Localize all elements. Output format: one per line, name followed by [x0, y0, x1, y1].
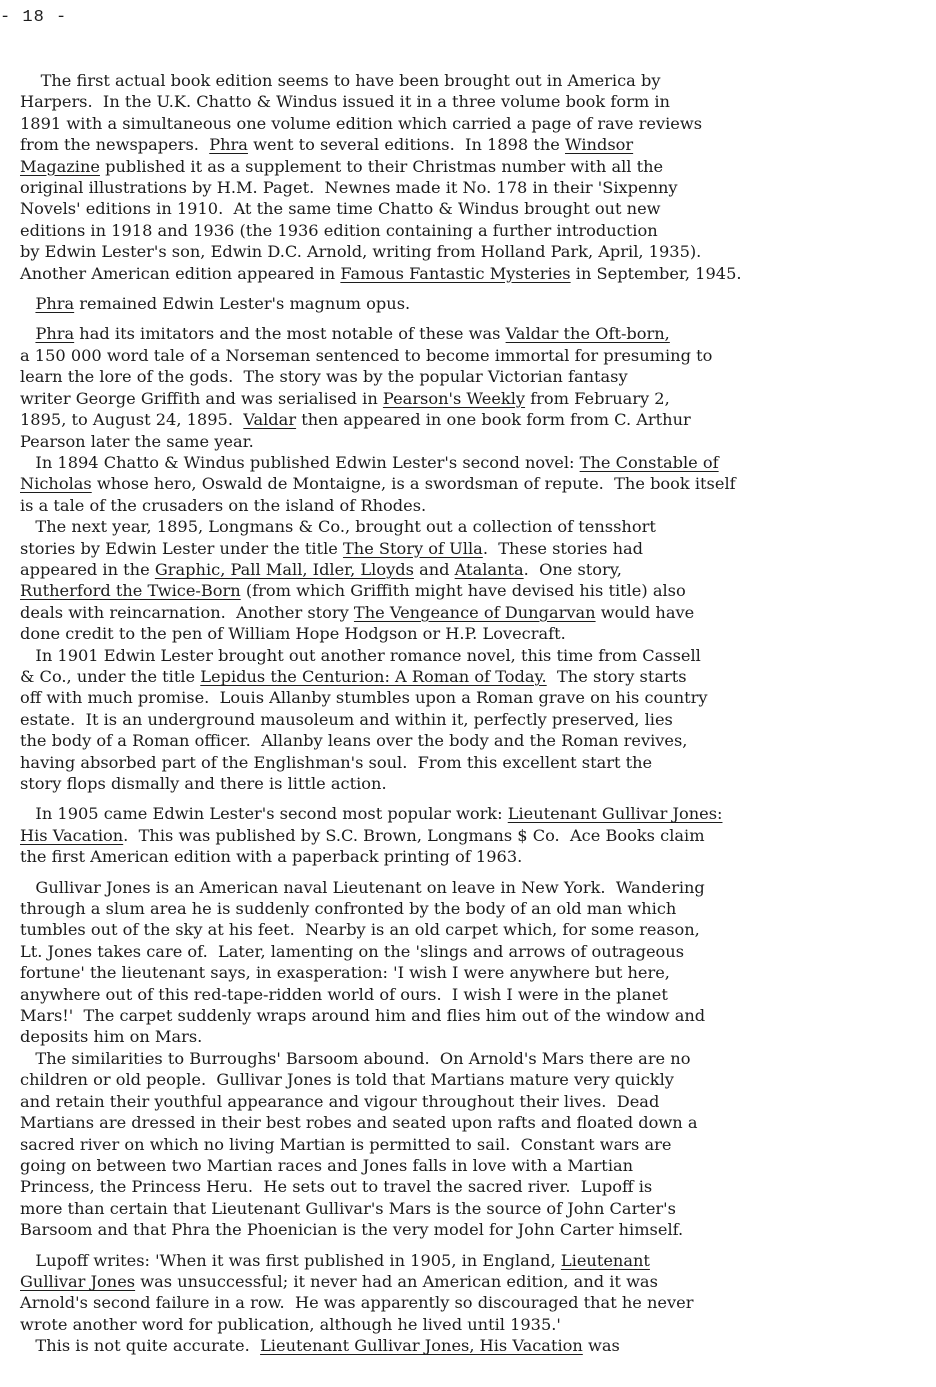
text-segment: The first actual book edition seems to have been brought out in America by	[20, 71, 661, 90]
text-line	[20, 388, 925, 409]
paragraph	[20, 1335, 925, 1356]
text-line	[20, 898, 925, 919]
paragraph	[20, 293, 925, 314]
underlined-title: Atalanta	[454, 559, 524, 579]
text-line	[20, 825, 925, 846]
text-segment: and	[413, 559, 455, 579]
underlined-title: Rutherford the Twice-Born	[20, 581, 241, 601]
text-line	[20, 1250, 925, 1271]
text-segment: Harpers. In the U.K. Chatto & Windus issued it in a three volume book form in	[20, 92, 670, 112]
text-segment: appeared in the	[20, 559, 155, 579]
text-segment: and retain their youthful appearance and vigour throughout their lives. Dead	[20, 1091, 660, 1111]
text-line	[20, 846, 925, 867]
text-line	[20, 580, 925, 601]
text-segment: more than certain that Lieutenant Gullivar's Mars is the source of John Carter's	[20, 1198, 676, 1218]
text-segment: in September, 1945.	[570, 263, 742, 283]
text-segment: learn the lore of the gods. The story was by the popular Victorian fantasy	[20, 367, 628, 387]
text-segment: tumbles out of the sky at his feet. Nearby is an old carpet which, for some reason,	[20, 920, 700, 940]
text-segment: original illustrations by H.M. Paget. Newnes made it No. 178 in their 'Sixpenny	[20, 178, 678, 198]
text-line	[20, 293, 925, 314]
text-segment: . One story,	[523, 559, 622, 579]
paragraph	[20, 877, 925, 1048]
text-segment: had its imitators and the most notable of these was	[74, 324, 506, 344]
text-line	[20, 198, 925, 219]
text-line	[20, 1198, 925, 1219]
text-segment: Lupoff writes: 'When it was first published in 1905, in England,	[20, 1250, 561, 1270]
text-segment: sacred river on which no living Martian is permitted to sail. Constant wars are	[20, 1134, 672, 1154]
underlined-title: Valdar	[243, 410, 297, 430]
underlined-title: Valdar the Oft-born,	[505, 324, 670, 344]
text-segment: The similarities to Burroughs' Barsoom abound. On Arnold's Mars there are no	[20, 1048, 691, 1068]
underlined-title: The Story of Ulla	[342, 538, 483, 558]
text-line	[20, 1314, 925, 1335]
text-line	[20, 113, 925, 134]
text-line	[20, 623, 925, 644]
underlined-title: Famous Fantastic Mysteries	[340, 263, 571, 283]
text-line	[20, 91, 925, 112]
text-line	[20, 1069, 925, 1090]
text-line	[20, 134, 925, 155]
text-segment: & Co., under the title	[20, 666, 201, 686]
text-line	[20, 431, 925, 452]
text-segment: anywhere out of this red-tape-ridden world of ours. I wish I were in the planet	[20, 984, 668, 1004]
text-segment: then appeared in one book form from C. Arthur	[296, 410, 691, 430]
underlined-title: Gullivar Jones	[20, 1271, 136, 1291]
paragraph	[20, 803, 925, 867]
text-segment: going on between two Martian races and Jones falls in love with a Martian	[20, 1155, 634, 1175]
underlined-title: Lieutenant	[560, 1250, 650, 1270]
text-line	[20, 323, 925, 344]
underlined-title: The Vengeance of Dungarvan	[353, 602, 596, 622]
text-segment: In 1894 Chatto & Windus published Edwin Lester's second novel:	[20, 452, 580, 472]
text-segment: children or old people. Gullivar Jones is told that Martians mature very quickly	[20, 1070, 674, 1090]
underlined-title: Phra	[35, 294, 75, 314]
text-line	[20, 1026, 925, 1047]
text-segment: having absorbed part of the Englishman's soul. From this excellent start the	[20, 752, 653, 772]
text-line	[20, 962, 925, 983]
text-segment: was	[582, 1336, 620, 1356]
text-line	[20, 645, 925, 666]
text-line	[20, 1134, 925, 1155]
paragraph	[20, 516, 925, 644]
text-segment: The next year, 1895, Longmans & Co., brought out a collection of tensshort	[20, 517, 656, 537]
text-segment: editions in 1918 and 1936 (the 1936 edition containing a further introduction	[20, 220, 658, 240]
text-line	[20, 409, 925, 430]
text-segment: Mars!' The carpet suddenly wraps around him and flies him out of the window and	[20, 1006, 706, 1026]
text-segment: estate. It is an underground mausoleum and within it, perfectly preserved, lies	[20, 709, 673, 729]
text-segment: off with much promise. Louis Allanby stumbles upon a Roman grave on his country	[20, 688, 708, 708]
underlined-title: Phra	[209, 135, 248, 155]
text-segment: wrote another word for publication, although he lived until 1935.'	[20, 1314, 561, 1334]
underlined-title: Pearson's Weekly	[382, 388, 526, 408]
text-line	[20, 919, 925, 940]
underlined-title: Magazine	[20, 156, 100, 176]
text-line	[20, 516, 925, 537]
text-segment: through a slum area he is suddenly confronted by the body of an old man which	[20, 899, 677, 919]
text-line	[20, 752, 925, 773]
text-line	[20, 495, 925, 516]
text-line	[20, 984, 925, 1005]
text-line	[20, 1292, 925, 1313]
text-segment: In 1901 Edwin Lester brought out another romance novel, this time from Cassell	[20, 645, 701, 665]
text-segment	[20, 324, 35, 343]
text-line	[20, 687, 925, 708]
text-segment: Barsoom and that Phra the Phoenician is the very model for John Carter himself.	[20, 1220, 684, 1240]
text-segment: writer George Griffith and was serialised in	[20, 388, 383, 408]
text-line	[20, 1271, 925, 1292]
text-line	[20, 263, 925, 284]
paragraph	[20, 70, 925, 284]
text-line	[20, 1005, 925, 1026]
text-line	[20, 730, 925, 751]
text-line	[20, 177, 925, 198]
text-line	[20, 709, 925, 730]
underlined-title: Phra	[35, 324, 75, 344]
paragraph	[20, 1048, 925, 1241]
underlined-title: Lieutenant Gullivar Jones, His Vacation	[260, 1336, 583, 1356]
paragraph	[20, 323, 925, 451]
text-segment: from February 2,	[525, 388, 670, 408]
text-line	[20, 1112, 925, 1133]
text-segment: deals with reincarnation. Another story	[20, 602, 354, 622]
text-line	[20, 803, 925, 824]
underlined-title: Graphic, Pall Mall, Idler, Lloyds	[154, 559, 414, 579]
text-segment: Arnold's second failure in a row. He was apparently so discouraged that he never	[20, 1293, 694, 1313]
text-line	[20, 559, 925, 580]
text-line	[20, 345, 925, 366]
text-segment: 1891 with a simultaneous one volume edition which carried a page of rave reviews	[20, 113, 703, 133]
text-segment: The story starts	[546, 666, 687, 686]
text-line	[20, 666, 925, 687]
text-segment: whose hero, Oswald de Montaigne, is a swordsman of repute. The book itself	[91, 474, 736, 494]
text-segment: . These stories had	[482, 538, 644, 558]
text-line	[20, 156, 925, 177]
text-line	[20, 602, 925, 623]
page-number: - 18 -	[0, 8, 68, 27]
text-line	[20, 1176, 925, 1197]
text-line	[20, 941, 925, 962]
text-segment: 1895, to August 24, 1895.	[20, 410, 244, 430]
text-segment: the body of a Roman officer. Allanby leans over the body and the Roman revives,	[20, 731, 688, 751]
text-segment: is a tale of the crusaders on the island of Rhodes.	[20, 495, 427, 515]
text-segment: story flops dismally and there is little action.	[20, 774, 387, 793]
text-segment: Lt. Jones takes care of. Later, lamenting on the 'slings and arrows of outrageous	[20, 941, 685, 961]
underlined-title: Lepidus the Centurion: A Roman of Today.	[200, 666, 547, 686]
text-segment: by Edwin Lester's son, Edwin D.C. Arnold, writing from Holland Park, April, 1935).	[20, 242, 702, 262]
underlined-title: His Vacation	[20, 825, 124, 845]
underlined-title: Windsor	[565, 135, 634, 155]
text-segment: (from which Griffith might have devised his title) also	[240, 581, 686, 601]
text-line	[20, 1048, 925, 1069]
text-segment: Pearson later the same year.	[20, 431, 254, 451]
text-segment: the first American edition with a paperback printing of 1963.	[20, 847, 523, 867]
text-segment: . This was published by S.C. Brown, Longmans $ Co. Ace Books claim	[123, 825, 705, 845]
text-segment: Novels' editions in 1910. At the same time Chatto & Windus brought out new	[20, 199, 661, 219]
text-line	[20, 1155, 925, 1176]
text-segment: went to several editions. In 1898 the	[247, 135, 566, 155]
text-line	[20, 538, 925, 559]
text-segment: from the newspapers.	[20, 135, 210, 155]
text-segment: deposits him on Mars.	[20, 1027, 203, 1047]
text-line	[20, 220, 925, 241]
text-line	[20, 473, 925, 494]
underlined-title: The Constable of	[579, 452, 719, 472]
text-line	[20, 70, 925, 91]
text-segment: remained Edwin Lester's magnum opus.	[74, 294, 411, 314]
underlined-title: Lieutenant Gullivar Jones:	[507, 804, 723, 824]
paragraph	[20, 645, 925, 795]
text-segment: Martians are dressed in their best robes and seated upon rafts and floated down a	[20, 1113, 698, 1133]
paragraph	[20, 1250, 925, 1336]
text-segment: published it as a supplement to their Christmas number with all the	[99, 156, 664, 176]
text-segment: fortune' the lieutenant says, in exasperation: 'I wish I were anywhere but here,	[20, 963, 670, 983]
underlined-title: Nicholas	[20, 474, 92, 494]
text-segment: Gullivar Jones is an American naval Lieutenant on leave in New York. Wandering	[20, 877, 705, 897]
text-line	[20, 773, 925, 794]
text-segment	[20, 294, 35, 313]
text-segment: done credit to the pen of William Hope Hodgson or H.P. Lovecraft.	[20, 624, 566, 644]
text-line	[20, 1335, 925, 1356]
text-line	[20, 366, 925, 387]
text-segment: Another American edition appeared in	[20, 263, 341, 283]
text-line	[20, 1219, 925, 1240]
text-line	[20, 241, 925, 262]
text-line	[20, 452, 925, 473]
text-segment: This is not quite accurate.	[20, 1336, 261, 1356]
text-segment: was unsuccessful; it never had an American edition, and it was	[135, 1271, 658, 1291]
text-line	[20, 1091, 925, 1112]
paragraph	[20, 452, 925, 516]
text-segment: would have	[595, 602, 695, 622]
text-segment: a 150 000 word tale of a Norseman sentenced to become immortal for presuming to	[20, 345, 713, 365]
text-segment: Princess, the Princess Heru. He sets out to travel the sacred river. Lupoff is	[20, 1177, 653, 1197]
text-segment: stories by Edwin Lester under the title	[20, 538, 343, 558]
body-text	[20, 70, 925, 1357]
text-line	[20, 877, 925, 898]
text-segment: In 1905 came Edwin Lester's second most popular work:	[20, 804, 508, 824]
